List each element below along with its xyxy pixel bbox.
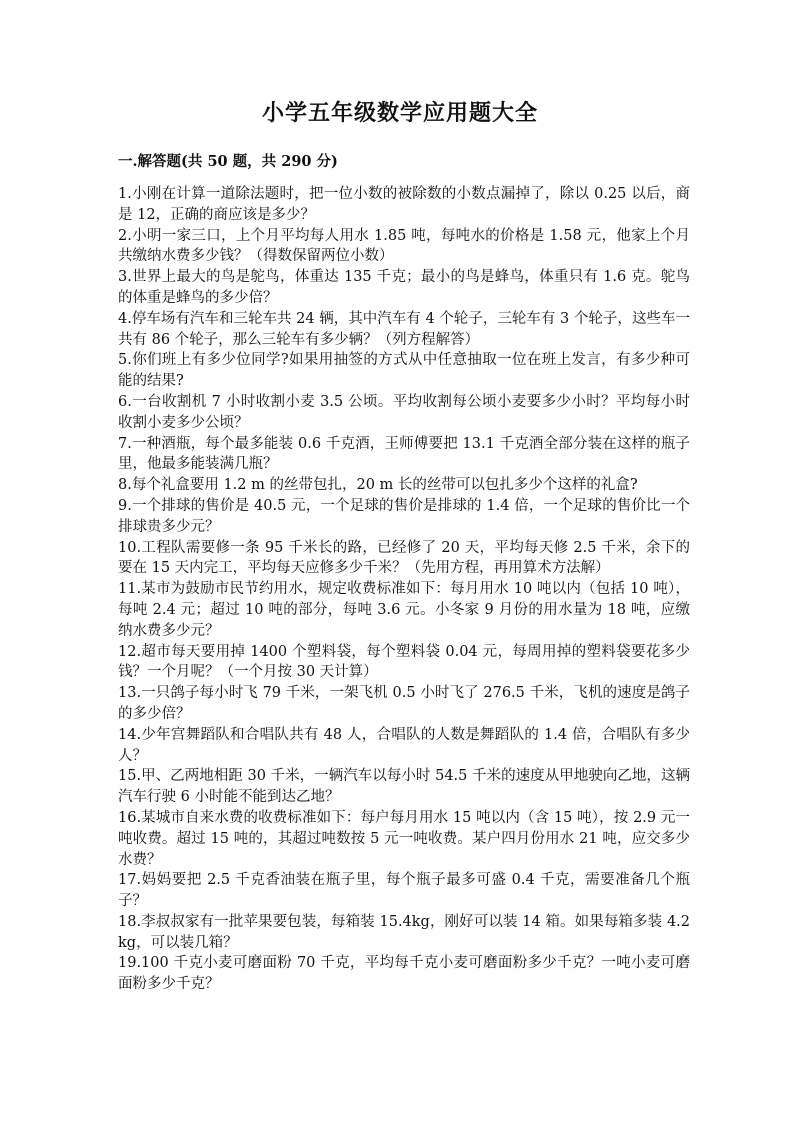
question-item: 9.一个排球的售价是 40.5 元，一个足球的售价是排球的 1.4 倍，一个足球的售价比一个排球贵多少元？ xyxy=(118,497,690,535)
question-item: 7.一种酒瓶，每个最多能装 0.6 千克酒，王师傅要把 13.1 千克酒全部分装在这样的瓶子里，他最多能装满几瓶？ xyxy=(118,435,690,473)
question-item: 5.你们班上有多少位同学?如果用抽签的方式从中任意抽取一位在班上发言，有多少种可能的结果? xyxy=(118,352,690,390)
question-item: 1.小刚在计算一道除法题时，把一位小数的被除数的小数点漏掉了，除以 0.25 以后，商是 12，正确的商应该是多少？ xyxy=(118,186,690,223)
question-list xyxy=(118,184,690,995)
question-item: 10.工程队需要修一条 95 千米长的路，已经修了 20 天，平均每天修 2.5 千米，余下的要在 15 天内完工，平均每天应修多少千米？（先用方程，再用算术方法解） xyxy=(118,539,690,577)
question-item: 6.一台收割机 7 小时收割小麦 3.5 公顷。平均收割每公顷小麦要多少小时？平均每小时收割小麦多少公顷？ xyxy=(118,393,690,431)
question-item: 17.妈妈要把 2.5 千克香油装在瓶子里，每个瓶子最多可盛 0.4 千克，需要准备几个瓶子？ xyxy=(118,872,690,910)
question-item: 8.每个礼盒要用 1.2 m 的丝带包扎，20 m 长的丝带可以包扎多少个这样的礼盒? xyxy=(118,477,638,494)
question-item: 2.小明一家三口，上个月平均每人用水 1.85 吨，每吨水的价格是 1.58 元，他家上个月共缴纳水费多少钱？（得数保留两位小数） xyxy=(118,227,690,265)
question-item: 18.李叔叔家有一批苹果要包装，每箱装 15.4kg，刚好可以装 14 箱。如果每箱多装 4.2kg，可以装几箱？ xyxy=(118,913,690,951)
question-item: 12.超市每天要用掉 1400 个塑料袋，每个塑料袋 0.04 元，每周用掉的塑料袋要花多少钱？一个月呢？（一个月按 30 天计算） xyxy=(118,643,690,681)
question-item: 14.少年宫舞蹈队和合唱队共有 48 人，合唱队的人数是舞蹈队的 1.4 倍，合唱队有多少人？ xyxy=(118,726,690,764)
question-item: 4.停车场有汽车和三轮车共 24 辆，其中汽车有 4 个轮子，三轮车有 3 个轮子，这些车一共有 86 个轮子，那么三轮车有多少辆？（列方程解答） xyxy=(118,310,690,348)
page-title: 小学五年级数学应用题大全 xyxy=(261,100,538,126)
section-header: 一.解答题(共 50 题，共 290 分) xyxy=(118,153,338,170)
question-item: 15.甲、乙两地相距 30 千米，一辆汽车以每小时 54.5 千米的速度从甲地驶向乙地，这辆汽车行驶 6 小时能不能到达乙地？ xyxy=(118,768,690,806)
question-item: 13.一只鸽子每小时飞 79 千米，一架飞机 0.5 小时飞了 276.5 千米，飞机的速度是鸽子的多少倍？ xyxy=(118,685,690,722)
question-item: 16.某城市自来水费的收费标准如下：每户每月用水 15 吨以内（含 15 吨），按 2.9 元一吨收费。超过 15 吨的，其超过吨数按 5 元一吨收费。某户四月份用水 21 吨，应交多少水费？ xyxy=(118,809,690,868)
question-item: 3.世界上最大的鸟是鸵鸟，体重达 135 千克；最小的鸟是蜂鸟，体重只有 1.6 克。鸵鸟的体重是蜂鸟的多少倍？ xyxy=(118,269,690,306)
question-item: 19.100 千克小麦可磨面粉 70 千克，平均每千克小麦可磨面粉多少千克？一吨小麦可磨面粉多少千克？ xyxy=(118,955,690,993)
question-item: 11.某市为鼓励市民节约用水，规定收费标准如下：每月用水 10 吨以内（包括 10 吨），每吨 2.4 元；超过 10 吨的部分，每吨 3.6 元。小冬家 9 月份的用水量为 18 吨，应缴纳水费多少元？ xyxy=(118,581,690,639)
